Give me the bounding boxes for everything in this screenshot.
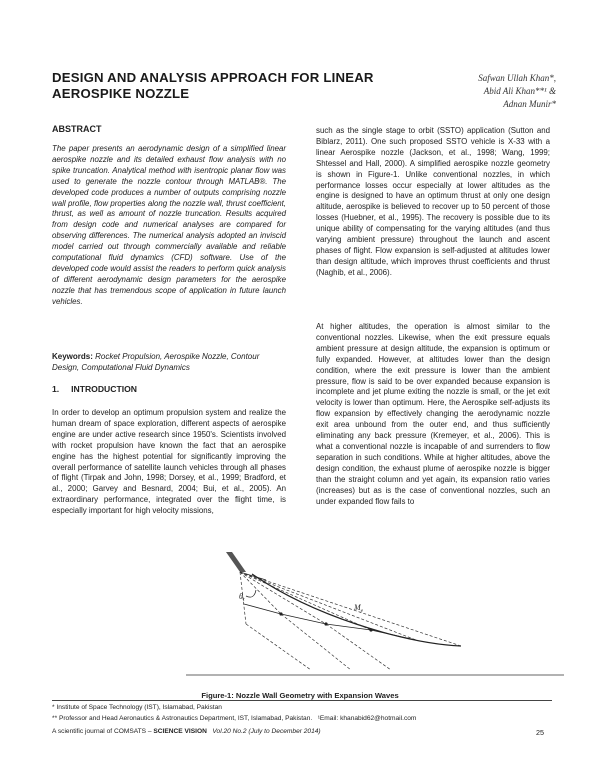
author-list bbox=[436, 72, 556, 111]
expansion-wave-4 bbox=[240, 572, 371, 630]
author-3: Adnan Munir* bbox=[503, 99, 556, 109]
expansion-wave-6 bbox=[240, 572, 461, 646]
reflected-wave-1 bbox=[246, 624, 311, 670]
mach-subscript: e bbox=[360, 608, 364, 614]
introduction-heading: 1. INTRODUCTION bbox=[52, 384, 137, 394]
footnote-affiliation: * Institute of Space Technology (IST), Islamabad, Pakistan bbox=[52, 704, 222, 711]
streamline bbox=[244, 604, 416, 640]
mach-label: $M_e$ bbox=[354, 603, 364, 614]
flow-point-2 bbox=[324, 622, 327, 625]
journal-name: SCIENCE VISION bbox=[153, 728, 207, 735]
introduction-text: In order to develop an optimum propulsion system and realize the human dream of space exploration, different aspects of aerospike engine are under active research since 1950's. Scientists involved with rocket propulsion have known the fact that an aerospike engine has the highest potential for significantly improving the overall performance of satellite launch vehicles through all phases of flight (Tirpak and John, 1998; Dorsey, et al., 1999; Bradford, et al., 2000; Garvey and Besnard, 2004; Bui, et al., 2005). An extraordinary performance, integrated over the flight time, is especially important for high velocity missions, bbox=[52, 408, 286, 516]
abstract-text: The paper presents an aerodynamic design of a simplified linear aerospike nozzle and its detailed exhaust flow analysis with no spike truncation. Analytical method with isentropic planar flow was used to generate the nozzle contour through MATLAB®. The developed code produces a number of outputs comprising nozzle wall profile, flow properties along the nozzle wall, thrust coefficient, thrust, as well as amount of nozzle truncation. Results acquired from design code and numerical analyses are compared for observing differences. The numerical analysis adopted an inviscid model carried out through commercially available and reliable computational fluid dynamics (CFD) software. Use of the developed code would assist the readers to perform quick analysis of different aerodynamic design parameters for the aerospike nozzle that has tremendous scope of application in future launch vehicles. bbox=[52, 144, 286, 306]
keywords-label: Keywords: bbox=[52, 352, 93, 361]
reflected-wave-2 bbox=[281, 614, 351, 670]
footnote-divider bbox=[52, 700, 552, 701]
expansion-wave-3 bbox=[240, 572, 326, 624]
flow-point-3 bbox=[369, 628, 372, 631]
keywords-text: Rocket Propulsion, Aerospike Nozzle, Contour Design, Computational Fluid Dynamics bbox=[52, 352, 260, 372]
page-number: 25 bbox=[536, 728, 544, 737]
expansion-wave-5 bbox=[240, 572, 416, 640]
author-2: Abid Ali Khan**¹ & bbox=[483, 86, 556, 96]
figure-caption: Figure-1: Nozzle Wall Geometry with Expansion Waves bbox=[201, 691, 399, 700]
reflected-wave-3 bbox=[326, 624, 391, 670]
abstract-heading: ABSTRACT bbox=[52, 124, 102, 134]
column2-paragraph-1: such as the single stage to orbit (SSTO) application (Sutton and Biblarz, 2011). One such proposed SSTO vehicle is X-33 with a linear Aerospike nozzle (Jackson, et al., 1998; Wang, 1999; Shtessel and Hall, 2000). A simplified aerospike nozzle geometry is shown in Figure-1. Unlike conventional nozzles, in which performance losses occur especially at lower altitudes as the engine is designed to have an optimum thrust at only one design altitude, aerospike is believed to recover up to 50 percent of those losses (Huebner, et al., 1995). The recovery is possible due to its unique ability of compensating for the varying altitudes (and thus varying ambient pressure) throughout the launch and ascent phases of flight. Flow expansion is self-adjusted at altitudes lower than design altitude, which improves thrust coefficients and thrust (Naghib, et al., 2006). bbox=[316, 126, 550, 277]
footnote-professor: ** Professor and Head Aeronautics & Astronautics Department, IST, Islamabad, Pakistan. ¹Email: khanabid62@hotmail.com bbox=[52, 715, 417, 722]
author-1: Safwan Ullah Khan*, bbox=[478, 73, 556, 83]
flow-point-1 bbox=[279, 612, 282, 615]
nozzle-cowl bbox=[226, 552, 246, 572]
nozzle-geometry-figure bbox=[186, 552, 566, 687]
theta-subscript: t bbox=[242, 597, 245, 603]
expansion-waves bbox=[240, 572, 461, 670]
journal-volume: Vol.20 No.2 (July to December 2014) bbox=[206, 728, 321, 735]
keywords bbox=[52, 351, 286, 373]
theta-label: $\theta_t$ bbox=[239, 592, 245, 603]
theta-arc bbox=[246, 590, 256, 597]
paper-title: DESIGN AND ANALYSIS APPROACH FOR LINEAR AEROSPIKE NOZZLE bbox=[52, 70, 374, 101]
journal-footer bbox=[52, 728, 321, 735]
journal-text: A scientific journal of COMSATS – bbox=[52, 728, 154, 735]
column2-paragraph-2: At higher altitudes, the operation is almost similar to the conventional nozzles. Likewise, when the exit pressure equals ambient pressure at design altitude, the expansion is optimum or fully expanded. However, at altitudes lower than the design condition, where the exit pressure is lower than the ambient pressure, flow is said to be over expanded because expansion is incomplete and jet plume exiting the nozzle is small, or the jet exit velocity is lower than optimum. Here, the Aerospike self-adjusts its flow expansion by effectively changing the aerodynamic nozzle exit area unbound from the outer end, and thus sufficiently eliminating any back pressure (Kremeyer, et al., 2006). This is what a conventional nozzle is incapable of and surrenders to flow separation in such conditions. While at higher altitudes, above the design condition, the exhaust plume of aerospike nozzle is bigger than the straight column and yet again, its expansion ratio varies (increases) but as is the case of conventional nozzles, such an under expanded flow fails to bbox=[316, 322, 550, 506]
